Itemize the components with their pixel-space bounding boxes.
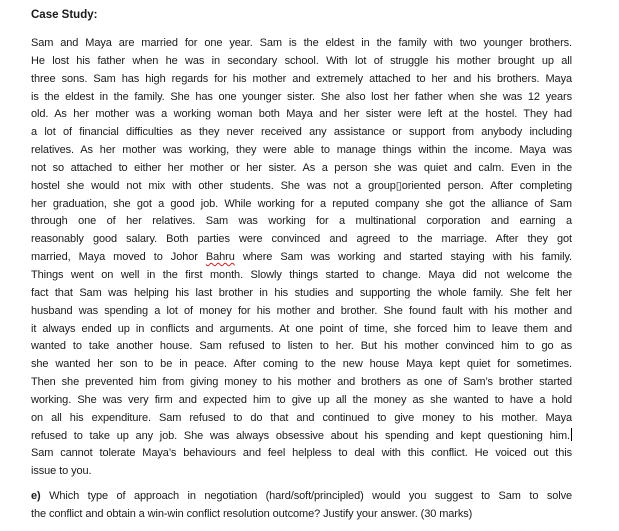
- case-study-body: [31, 35, 572, 481]
- body-line: through one of her relatives. Sam was working for a multinational corporation and earning a: [31, 215, 572, 228]
- body-line: He lost his father when he was in secondary school. With lot of struggle his mother brought up all: [31, 54, 572, 67]
- spellcheck-word[interactable]: Bahru: [205, 251, 235, 264]
- body-line: reasonably good salary. Both parties were convinced and agreed to the marriage. After they got: [31, 233, 572, 246]
- body-line: fact that Sam was helping his last brother in his studies and supporting the whole family. She felt her: [31, 286, 572, 299]
- body-line: three sons. Sam has high regards for his mother and extremely attached to her and his brothers. Maya: [31, 72, 572, 85]
- body-line: husband was spending a lot of money for his mother and brother. She found fault with his mother and: [31, 304, 572, 317]
- body-line: is the eldest in the family. She has one younger sister. She also lost her father when she was 12 years: [31, 90, 572, 103]
- question-line: the conflict and obtain a win-win conflict resolution outcome? Justify your answer. (30 marks): [31, 508, 473, 520]
- body-line: issue to you.: [31, 465, 92, 478]
- body-line: a lot of financial difficulties as they never received any assistance or support from anybody including: [31, 126, 572, 139]
- body-line: relatives. As her mother was working, they were able to manage things within the income. Maya was: [31, 144, 572, 157]
- body-line: Sam and Maya are married for one year. Sam is the eldest in the family with two younger brothers.: [31, 37, 572, 49]
- question-text-1: Which type of approach in negotiation (hard/soft/principled) would you suggest to Sam to solve: [49, 490, 572, 502]
- body-line: married, Maya moved to Johor Bahru where Sam was working and started staying with his family.: [31, 251, 572, 264]
- body-line: she wanted her son to be in peace. After coming to the new house Maya kept quiet for sometimes.: [31, 358, 572, 371]
- body-line: Things went on well in the first month. Slowly things started to change. Maya did not welcome the: [31, 268, 572, 281]
- body-line: her graduation, she got a good job. While working for a reputed company she got the alliance of Sam: [31, 197, 572, 210]
- body-line: working. She was very firm and expected him to give up all the money as she wanted to have a hold: [31, 393, 572, 406]
- question-line: [31, 487, 572, 505]
- body-line: on all his expenditure. Sam refused to do that and continued to give money to his mother. Maya: [31, 411, 572, 424]
- body-line: it always ended up in conflicts and arguments. At one point of time, she forced him to leave them and: [31, 322, 572, 335]
- question-label: e): [31, 490, 41, 502]
- text-cursor: [571, 428, 572, 441]
- body-line: refused to take up any job. She was always obsessive about his spending and kept questioning him.: [31, 429, 570, 442]
- body-line: old. As her mother was a working woman both Maya and her sister were left at the hostel. They had: [31, 108, 572, 121]
- case-study-heading: Case Study:: [31, 9, 98, 21]
- body-line: wanted to take another house. Sam refused to listen to her. But his mother convinced him to go as: [31, 340, 572, 353]
- body-line: hostel she would not mix with other students. She was not a group▯oriented person. After completing: [31, 179, 572, 192]
- question-e: [31, 487, 572, 523]
- body-line: Then she prevented him from giving money to his mother and brothers as one of Sam’s brother started: [31, 376, 572, 389]
- body-line: not so attached to either her mother or her sister. As a person she was quiet and calm. Even in the: [31, 161, 572, 174]
- body-line: Sam cannot tolerate Maya’s behaviours and feel helpless to deal with this conflict. He voiced out this: [31, 447, 572, 460]
